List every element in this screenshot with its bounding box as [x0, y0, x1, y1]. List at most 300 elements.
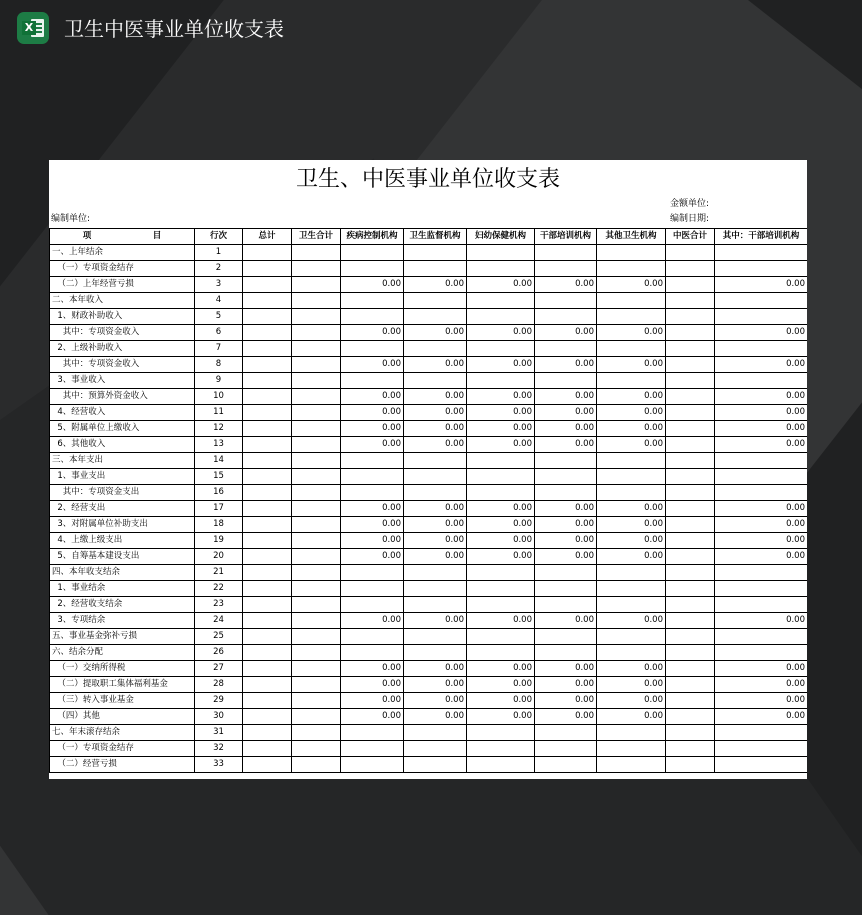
value-cell[interactable]	[243, 309, 292, 325]
value-cell[interactable]: 0.00	[535, 405, 597, 421]
value-cell[interactable]: 0.00	[341, 277, 404, 293]
value-cell[interactable]	[292, 645, 341, 661]
value-cell[interactable]	[292, 453, 341, 469]
value-cell[interactable]	[467, 581, 535, 597]
value-cell[interactable]	[292, 533, 341, 549]
value-cell[interactable]	[404, 245, 467, 261]
value-cell[interactable]	[715, 309, 808, 325]
row-item-label[interactable]: 其中：专项资金支出	[50, 485, 195, 501]
value-cell[interactable]	[666, 549, 715, 565]
value-cell[interactable]: 0.00	[404, 405, 467, 421]
value-cell[interactable]: 0.00	[597, 389, 666, 405]
value-cell[interactable]: 0.00	[535, 421, 597, 437]
value-cell[interactable]	[666, 501, 715, 517]
value-cell[interactable]	[243, 517, 292, 533]
value-cell[interactable]	[404, 373, 467, 389]
row-number[interactable]: 11	[195, 405, 243, 421]
value-cell[interactable]	[292, 421, 341, 437]
value-cell[interactable]	[292, 517, 341, 533]
value-cell[interactable]	[467, 293, 535, 309]
row-number[interactable]: 16	[195, 485, 243, 501]
value-cell[interactable]	[715, 581, 808, 597]
value-cell[interactable]	[467, 373, 535, 389]
value-cell[interactable]	[666, 757, 715, 773]
value-cell[interactable]	[404, 309, 467, 325]
row-item-label[interactable]: （一）专项资金结存	[50, 261, 195, 277]
value-cell[interactable]: 0.00	[597, 325, 666, 341]
row-item-label[interactable]: （二）经营亏损	[50, 757, 195, 773]
value-cell[interactable]: 0.00	[341, 613, 404, 629]
value-cell[interactable]	[341, 725, 404, 741]
row-item-label[interactable]: 5、自筹基本建设支出	[50, 549, 195, 565]
value-cell[interactable]	[243, 597, 292, 613]
row-item-label[interactable]: （四）其他	[50, 709, 195, 725]
row-item-label[interactable]: 六、结余分配	[50, 645, 195, 661]
value-cell[interactable]	[597, 373, 666, 389]
value-cell[interactable]	[715, 485, 808, 501]
value-cell[interactable]: 0.00	[404, 677, 467, 693]
value-cell[interactable]	[715, 757, 808, 773]
value-cell[interactable]	[404, 565, 467, 581]
value-cell[interactable]: 0.00	[467, 357, 535, 373]
value-cell[interactable]	[535, 293, 597, 309]
value-cell[interactable]: 0.00	[341, 357, 404, 373]
value-cell[interactable]: 0.00	[535, 693, 597, 709]
value-cell[interactable]: 0.00	[467, 501, 535, 517]
value-cell[interactable]	[535, 645, 597, 661]
value-cell[interactable]	[292, 661, 341, 677]
value-cell[interactable]	[535, 581, 597, 597]
value-cell[interactable]	[243, 261, 292, 277]
value-cell[interactable]: 0.00	[535, 533, 597, 549]
value-cell[interactable]	[292, 613, 341, 629]
value-cell[interactable]: 0.00	[715, 405, 808, 421]
value-cell[interactable]	[292, 757, 341, 773]
value-cell[interactable]	[243, 437, 292, 453]
row-item-label[interactable]: 二、本年收入	[50, 293, 195, 309]
value-cell[interactable]	[666, 373, 715, 389]
value-cell[interactable]	[341, 741, 404, 757]
value-cell[interactable]	[535, 565, 597, 581]
value-cell[interactable]: 0.00	[715, 325, 808, 341]
value-cell[interactable]: 0.00	[535, 517, 597, 533]
value-cell[interactable]: 0.00	[715, 613, 808, 629]
value-cell[interactable]: 0.00	[597, 693, 666, 709]
value-cell[interactable]	[404, 597, 467, 613]
value-cell[interactable]: 0.00	[341, 405, 404, 421]
value-cell[interactable]	[341, 645, 404, 661]
value-cell[interactable]: 0.00	[535, 661, 597, 677]
row-number[interactable]: 9	[195, 373, 243, 389]
value-cell[interactable]: 0.00	[341, 677, 404, 693]
value-cell[interactable]	[292, 389, 341, 405]
value-cell[interactable]	[292, 357, 341, 373]
value-cell[interactable]	[666, 709, 715, 725]
value-cell[interactable]: 0.00	[715, 677, 808, 693]
value-cell[interactable]: 0.00	[341, 693, 404, 709]
value-cell[interactable]: 0.00	[535, 677, 597, 693]
value-cell[interactable]	[715, 725, 808, 741]
value-cell[interactable]	[666, 293, 715, 309]
value-cell[interactable]	[467, 469, 535, 485]
value-cell[interactable]	[292, 709, 341, 725]
value-cell[interactable]: 0.00	[467, 389, 535, 405]
value-cell[interactable]	[243, 629, 292, 645]
row-item-label[interactable]: （三）转入事业基金	[50, 693, 195, 709]
value-cell[interactable]	[243, 661, 292, 677]
value-cell[interactable]: 0.00	[715, 693, 808, 709]
value-cell[interactable]: 0.00	[597, 533, 666, 549]
value-cell[interactable]	[292, 325, 341, 341]
row-number[interactable]: 6	[195, 325, 243, 341]
value-cell[interactable]	[292, 485, 341, 501]
row-item-label[interactable]: 4、上缴上级支出	[50, 533, 195, 549]
value-cell[interactable]: 0.00	[404, 277, 467, 293]
value-cell[interactable]	[341, 629, 404, 645]
row-number[interactable]: 27	[195, 661, 243, 677]
value-cell[interactable]	[535, 261, 597, 277]
value-cell[interactable]	[715, 597, 808, 613]
value-cell[interactable]	[341, 581, 404, 597]
value-cell[interactable]	[535, 453, 597, 469]
row-item-label[interactable]: 4、经营收入	[50, 405, 195, 421]
value-cell[interactable]	[404, 581, 467, 597]
value-cell[interactable]	[292, 597, 341, 613]
value-cell[interactable]	[243, 389, 292, 405]
value-cell[interactable]: 0.00	[341, 549, 404, 565]
value-cell[interactable]	[341, 469, 404, 485]
value-cell[interactable]: 0.00	[597, 421, 666, 437]
value-cell[interactable]: 0.00	[404, 501, 467, 517]
value-cell[interactable]	[597, 261, 666, 277]
value-cell[interactable]	[243, 341, 292, 357]
value-cell[interactable]	[243, 501, 292, 517]
value-cell[interactable]: 0.00	[404, 549, 467, 565]
value-cell[interactable]	[715, 565, 808, 581]
row-number[interactable]: 25	[195, 629, 243, 645]
row-number[interactable]: 20	[195, 549, 243, 565]
value-cell[interactable]	[341, 597, 404, 613]
value-cell[interactable]: 0.00	[404, 661, 467, 677]
value-cell[interactable]: 0.00	[467, 405, 535, 421]
row-item-label[interactable]: 五、事业基金弥补亏损	[50, 629, 195, 645]
value-cell[interactable]	[666, 277, 715, 293]
row-item-label[interactable]: 2、上级补助收入	[50, 341, 195, 357]
value-cell[interactable]	[243, 549, 292, 565]
value-cell[interactable]	[404, 293, 467, 309]
value-cell[interactable]: 0.00	[467, 437, 535, 453]
value-cell[interactable]	[292, 501, 341, 517]
row-number[interactable]: 5	[195, 309, 243, 325]
value-cell[interactable]	[243, 277, 292, 293]
row-number[interactable]: 3	[195, 277, 243, 293]
value-cell[interactable]	[292, 405, 341, 421]
value-cell[interactable]	[666, 661, 715, 677]
value-cell[interactable]	[292, 677, 341, 693]
value-cell[interactable]: 0.00	[467, 517, 535, 533]
value-cell[interactable]	[243, 645, 292, 661]
value-cell[interactable]	[341, 309, 404, 325]
value-cell[interactable]	[404, 469, 467, 485]
row-item-label[interactable]: 5、附属单位上缴收入	[50, 421, 195, 437]
value-cell[interactable]: 0.00	[715, 533, 808, 549]
value-cell[interactable]	[341, 485, 404, 501]
value-cell[interactable]	[535, 629, 597, 645]
row-number[interactable]: 33	[195, 757, 243, 773]
row-number[interactable]: 15	[195, 469, 243, 485]
value-cell[interactable]	[404, 485, 467, 501]
row-number[interactable]: 29	[195, 693, 243, 709]
value-cell[interactable]: 0.00	[467, 421, 535, 437]
value-cell[interactable]	[666, 565, 715, 581]
value-cell[interactable]	[535, 469, 597, 485]
value-cell[interactable]	[666, 485, 715, 501]
row-number[interactable]: 22	[195, 581, 243, 597]
value-cell[interactable]	[715, 245, 808, 261]
value-cell[interactable]	[404, 261, 467, 277]
row-item-label[interactable]: 三、本年支出	[50, 453, 195, 469]
value-cell[interactable]	[666, 677, 715, 693]
value-cell[interactable]	[666, 629, 715, 645]
value-cell[interactable]: 0.00	[597, 517, 666, 533]
row-number[interactable]: 31	[195, 725, 243, 741]
row-item-label[interactable]: 其中：预算外资金收入	[50, 389, 195, 405]
value-cell[interactable]	[597, 469, 666, 485]
value-cell[interactable]	[467, 597, 535, 613]
value-cell[interactable]	[597, 245, 666, 261]
row-number[interactable]: 30	[195, 709, 243, 725]
row-item-label[interactable]: 6、其他收入	[50, 437, 195, 453]
row-number[interactable]: 7	[195, 341, 243, 357]
value-cell[interactable]	[666, 389, 715, 405]
row-number[interactable]: 10	[195, 389, 243, 405]
value-cell[interactable]	[243, 325, 292, 341]
value-cell[interactable]	[597, 341, 666, 357]
value-cell[interactable]	[243, 405, 292, 421]
value-cell[interactable]	[341, 565, 404, 581]
value-cell[interactable]	[666, 613, 715, 629]
value-cell[interactable]	[292, 549, 341, 565]
value-cell[interactable]	[243, 357, 292, 373]
value-cell[interactable]: 0.00	[341, 421, 404, 437]
row-number[interactable]: 2	[195, 261, 243, 277]
value-cell[interactable]	[715, 469, 808, 485]
value-cell[interactable]: 0.00	[467, 277, 535, 293]
value-cell[interactable]: 0.00	[535, 437, 597, 453]
value-cell[interactable]	[535, 309, 597, 325]
value-cell[interactable]	[243, 693, 292, 709]
value-cell[interactable]	[292, 581, 341, 597]
value-cell[interactable]	[292, 469, 341, 485]
row-number[interactable]: 13	[195, 437, 243, 453]
value-cell[interactable]	[404, 757, 467, 773]
value-cell[interactable]	[715, 741, 808, 757]
row-item-label[interactable]: 其中：专项资金收入	[50, 325, 195, 341]
value-cell[interactable]	[404, 741, 467, 757]
value-cell[interactable]	[467, 261, 535, 277]
row-number[interactable]: 28	[195, 677, 243, 693]
value-cell[interactable]	[666, 357, 715, 373]
value-cell[interactable]	[666, 261, 715, 277]
row-item-label[interactable]: 2、经营支出	[50, 501, 195, 517]
value-cell[interactable]	[666, 421, 715, 437]
value-cell[interactable]: 0.00	[341, 389, 404, 405]
value-cell[interactable]	[467, 485, 535, 501]
value-cell[interactable]	[292, 261, 341, 277]
value-cell[interactable]	[243, 421, 292, 437]
value-cell[interactable]	[292, 309, 341, 325]
value-cell[interactable]: 0.00	[597, 549, 666, 565]
value-cell[interactable]	[597, 293, 666, 309]
value-cell[interactable]: 0.00	[341, 661, 404, 677]
row-item-label[interactable]: （一）交纳所得税	[50, 661, 195, 677]
value-cell[interactable]	[535, 245, 597, 261]
value-cell[interactable]	[467, 725, 535, 741]
value-cell[interactable]: 0.00	[535, 709, 597, 725]
value-cell[interactable]: 0.00	[597, 277, 666, 293]
value-cell[interactable]: 0.00	[715, 549, 808, 565]
value-cell[interactable]	[292, 629, 341, 645]
row-item-label[interactable]: 七、年末滚存结余	[50, 725, 195, 741]
value-cell[interactable]	[341, 261, 404, 277]
value-cell[interactable]	[666, 309, 715, 325]
value-cell[interactable]	[243, 613, 292, 629]
value-cell[interactable]	[292, 437, 341, 453]
value-cell[interactable]	[597, 485, 666, 501]
value-cell[interactable]: 0.00	[467, 709, 535, 725]
value-cell[interactable]: 0.00	[404, 437, 467, 453]
value-cell[interactable]	[715, 645, 808, 661]
value-cell[interactable]: 0.00	[715, 709, 808, 725]
value-cell[interactable]	[243, 741, 292, 757]
value-cell[interactable]: 0.00	[597, 677, 666, 693]
value-cell[interactable]	[666, 453, 715, 469]
value-cell[interactable]	[535, 757, 597, 773]
row-item-label[interactable]: 1、财政补助收入	[50, 309, 195, 325]
value-cell[interactable]	[535, 485, 597, 501]
value-cell[interactable]	[715, 293, 808, 309]
value-cell[interactable]	[467, 645, 535, 661]
value-cell[interactable]	[535, 597, 597, 613]
value-cell[interactable]	[292, 693, 341, 709]
row-item-label[interactable]: 1、事业结余	[50, 581, 195, 597]
value-cell[interactable]: 0.00	[404, 533, 467, 549]
value-cell[interactable]: 0.00	[341, 437, 404, 453]
row-item-label[interactable]: 3、对附属单位补助支出	[50, 517, 195, 533]
value-cell[interactable]	[243, 581, 292, 597]
value-cell[interactable]	[243, 677, 292, 693]
value-cell[interactable]	[535, 741, 597, 757]
value-cell[interactable]: 0.00	[535, 357, 597, 373]
row-number[interactable]: 17	[195, 501, 243, 517]
value-cell[interactable]	[292, 741, 341, 757]
value-cell[interactable]: 0.00	[535, 389, 597, 405]
value-cell[interactable]: 0.00	[715, 421, 808, 437]
value-cell[interactable]: 0.00	[535, 501, 597, 517]
value-cell[interactable]: 0.00	[597, 405, 666, 421]
value-cell[interactable]	[666, 325, 715, 341]
value-cell[interactable]	[292, 725, 341, 741]
value-cell[interactable]	[404, 629, 467, 645]
value-cell[interactable]: 0.00	[535, 613, 597, 629]
value-cell[interactable]: 0.00	[404, 357, 467, 373]
value-cell[interactable]	[292, 245, 341, 261]
value-cell[interactable]	[243, 725, 292, 741]
value-cell[interactable]	[467, 757, 535, 773]
value-cell[interactable]	[467, 341, 535, 357]
row-number[interactable]: 24	[195, 613, 243, 629]
value-cell[interactable]	[341, 373, 404, 389]
value-cell[interactable]	[341, 453, 404, 469]
value-cell[interactable]	[666, 517, 715, 533]
value-cell[interactable]	[341, 341, 404, 357]
row-item-label[interactable]: （二）上年经营亏损	[50, 277, 195, 293]
value-cell[interactable]	[292, 373, 341, 389]
value-cell[interactable]	[243, 565, 292, 581]
row-number[interactable]: 26	[195, 645, 243, 661]
value-cell[interactable]	[243, 485, 292, 501]
value-cell[interactable]	[715, 629, 808, 645]
value-cell[interactable]	[292, 277, 341, 293]
value-cell[interactable]: 0.00	[467, 693, 535, 709]
value-cell[interactable]	[597, 629, 666, 645]
value-cell[interactable]: 0.00	[597, 501, 666, 517]
value-cell[interactable]: 0.00	[715, 389, 808, 405]
value-cell[interactable]	[341, 245, 404, 261]
value-cell[interactable]	[666, 341, 715, 357]
value-cell[interactable]: 0.00	[597, 709, 666, 725]
value-cell[interactable]	[243, 373, 292, 389]
row-item-label[interactable]: （二）提取职工集体福利基金	[50, 677, 195, 693]
value-cell[interactable]: 0.00	[715, 277, 808, 293]
value-cell[interactable]	[666, 437, 715, 453]
value-cell[interactable]	[404, 341, 467, 357]
value-cell[interactable]: 0.00	[597, 661, 666, 677]
row-item-label[interactable]: 其中：专项资金收入	[50, 357, 195, 373]
value-cell[interactable]	[597, 565, 666, 581]
value-cell[interactable]: 0.00	[467, 533, 535, 549]
value-cell[interactable]	[666, 725, 715, 741]
value-cell[interactable]: 0.00	[467, 325, 535, 341]
value-cell[interactable]	[467, 453, 535, 469]
value-cell[interactable]: 0.00	[404, 709, 467, 725]
value-cell[interactable]	[666, 741, 715, 757]
value-cell[interactable]: 0.00	[597, 613, 666, 629]
value-cell[interactable]	[715, 341, 808, 357]
value-cell[interactable]: 0.00	[341, 709, 404, 725]
value-cell[interactable]: 0.00	[404, 693, 467, 709]
value-cell[interactable]: 0.00	[715, 357, 808, 373]
value-cell[interactable]: 0.00	[535, 325, 597, 341]
row-number[interactable]: 12	[195, 421, 243, 437]
value-cell[interactable]	[666, 405, 715, 421]
value-cell[interactable]: 0.00	[404, 613, 467, 629]
row-number[interactable]: 4	[195, 293, 243, 309]
value-cell[interactable]	[404, 453, 467, 469]
value-cell[interactable]	[597, 581, 666, 597]
value-cell[interactable]	[243, 533, 292, 549]
row-item-label[interactable]: 四、本年收支结余	[50, 565, 195, 581]
value-cell[interactable]	[243, 293, 292, 309]
value-cell[interactable]: 0.00	[404, 325, 467, 341]
value-cell[interactable]: 0.00	[597, 357, 666, 373]
row-item-label[interactable]: 2、经营收支结余	[50, 597, 195, 613]
value-cell[interactable]	[666, 597, 715, 613]
value-cell[interactable]	[341, 757, 404, 773]
value-cell[interactable]	[467, 741, 535, 757]
value-cell[interactable]	[715, 453, 808, 469]
row-number[interactable]: 19	[195, 533, 243, 549]
